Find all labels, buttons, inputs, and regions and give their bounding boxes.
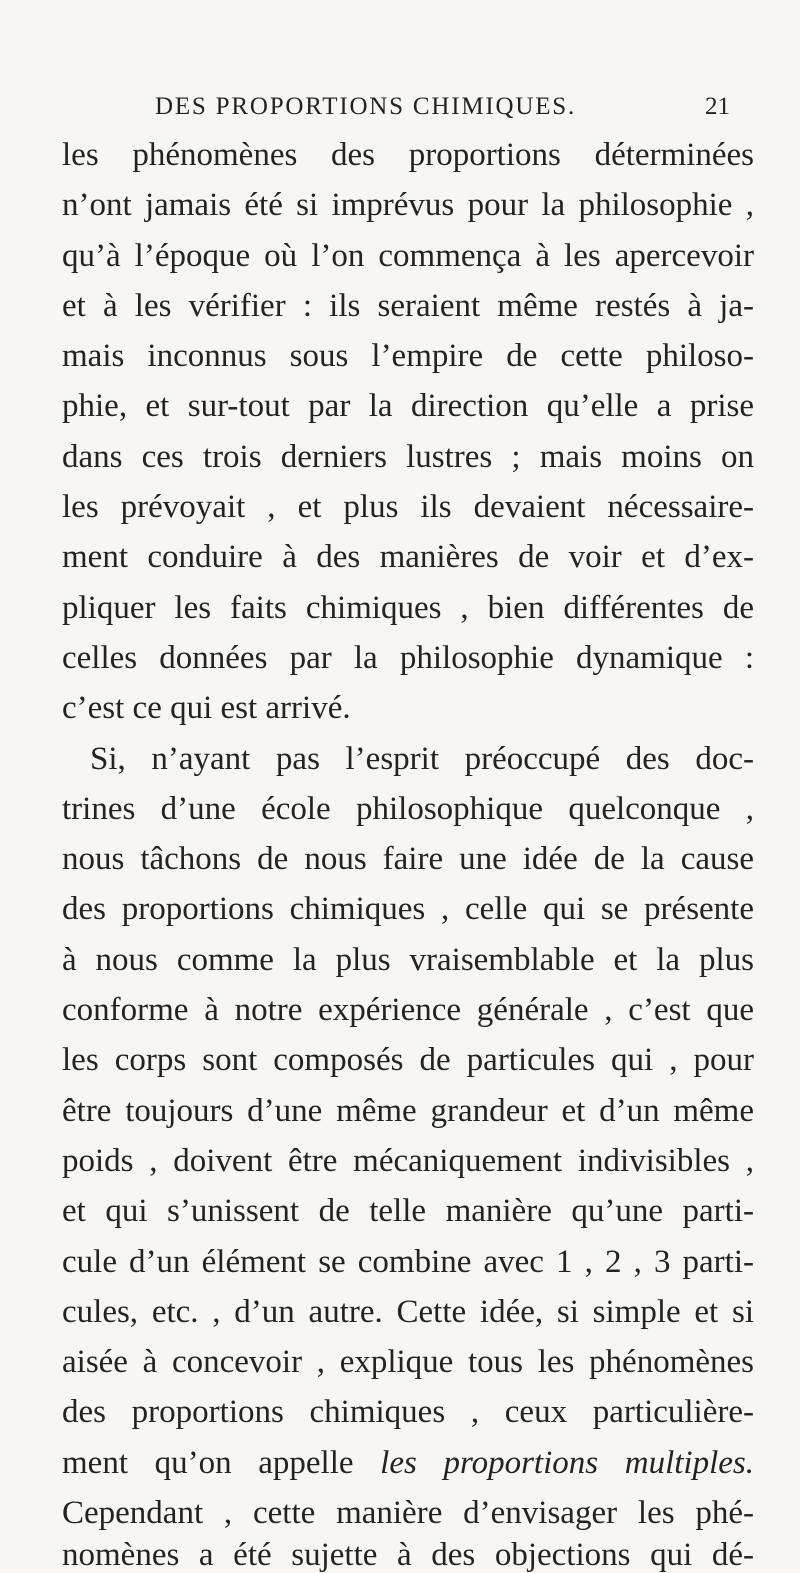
text-line: dans ces trois derniers lustres ; mais moins on [62,438,754,475]
text-line: à nous comme la plus vraisemblable et la plus [62,941,754,978]
text-line: les phénomènes des proportions déterminées [62,137,754,173]
page-number: 21 [705,93,730,120]
text-line: cules, etc. , d’un autre. Cette idée, si simple et si [62,1293,754,1330]
running-header-title: DES PROPORTIONS CHIMIQUES. [155,93,577,120]
text-line: qu’à l’époque où l’on commença à les apercevoir [62,237,754,274]
text-line: des proportions chimiques , celle qui se présente [62,891,754,928]
text-line: celles données par la philosophie dynamique : [62,639,754,676]
text-line: les prévoyait , et plus ils devaient nécessaire- [62,489,754,526]
text-line: être toujours d’une même grandeur et d’un même [62,1092,754,1129]
text-line: mais inconnus sous l’empire de cette philoso- [62,338,754,375]
text-line: trines d’une école philosophique quelconque , [62,790,754,827]
text-line: ment conduire à des manières de voir et d’ex- [62,539,754,576]
text-line: aisée à concevoir , explique tous les phénomènes [62,1344,754,1381]
text-line: cule d’un élément se combine avec 1 , 2 , 3 parti- [62,1243,754,1280]
paragraph-end-line: c’est ce qui est arrivé. [62,690,351,727]
text-line: phie, et sur-tout par la direction qu’elle a prise [62,388,754,425]
body-text [62,130,754,1572]
italic-term: les proportions multiples. [380,1444,754,1481]
text-line: nous tâchons de nous faire une idée de la cause [62,841,754,878]
text-line: conforme à notre expérience générale , c’est que [62,992,754,1029]
text-line: poids , doivent être mécaniquement indivisibles , [62,1142,754,1179]
text-line: pliquer les faits chimiques , bien différentes de [62,589,754,626]
text-line: les corps sont composés de particules qui , pour [62,1042,754,1079]
text-line-with-italic [62,1438,754,1488]
paragraph-start-line: Si, n’ayant pas l’esprit préoccupé des doc- [90,740,754,777]
text-line: et à les vérifier : ils seraient même restés à ja- [62,287,754,324]
text-line: des proportions chimiques , ceux particulière- [62,1394,754,1431]
text-line-prefix: ment qu’on appelle [62,1444,381,1481]
text-line: Cependant , cette manière d’envisager les phé- [62,1495,754,1532]
running-header [0,87,800,127]
text-line: nomènes a été sujette à des objections qui dé- [62,1537,754,1573]
text-line: et qui s’unissent de telle manière qu’une parti- [62,1193,754,1230]
text-line: n’ont jamais été si imprévus pour la philosophie , [62,187,754,224]
